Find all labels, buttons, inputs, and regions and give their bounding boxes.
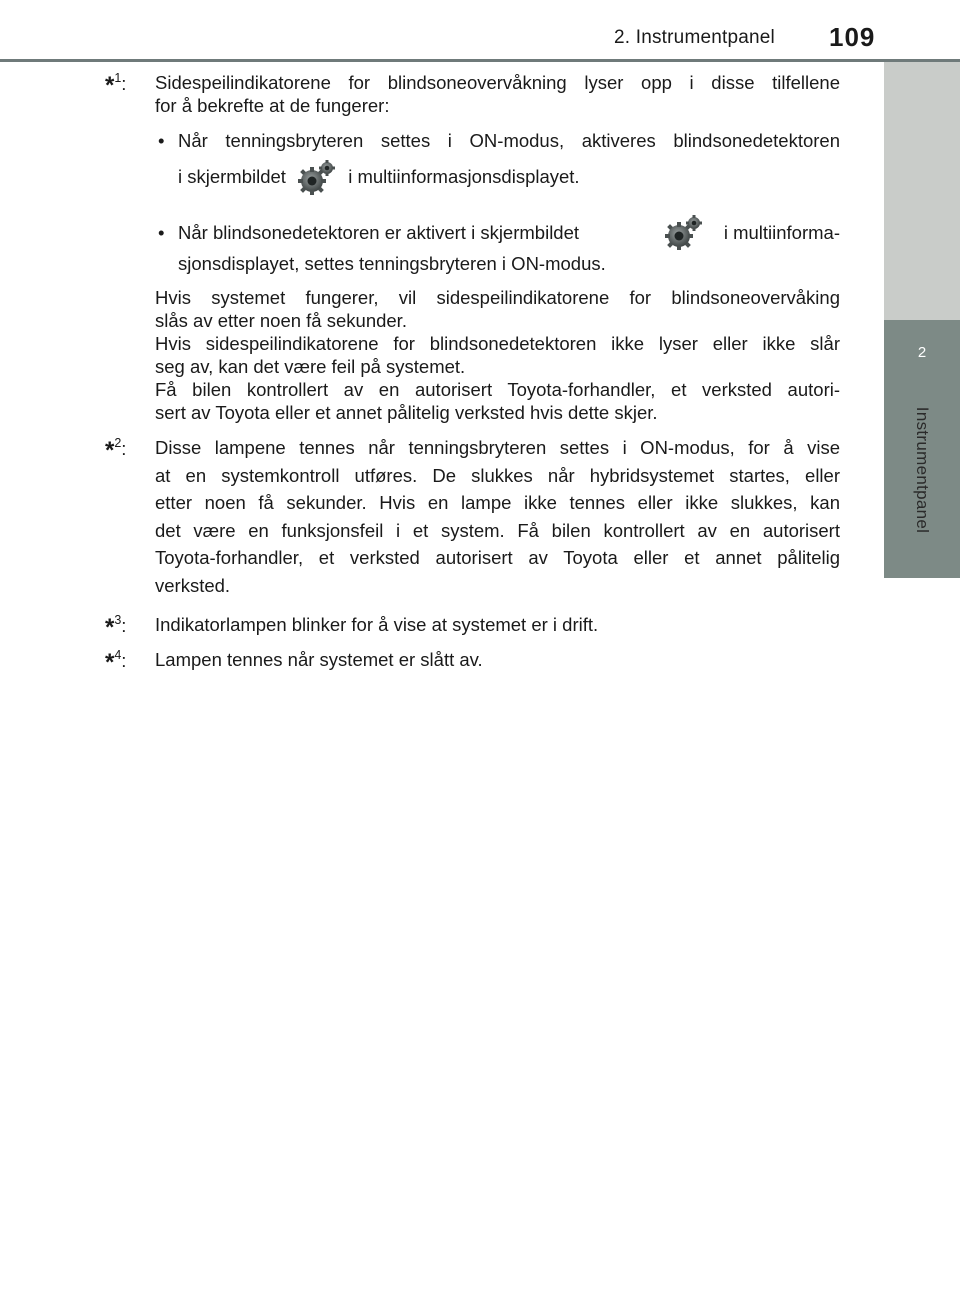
- footnote-number: 4: [114, 648, 122, 662]
- text-line: at en systemkontroll utføres. De slukkes når hybridsystemet startes, eller: [155, 464, 840, 486]
- footnote-4: [105, 648, 840, 676]
- footnote-marker-1: [105, 71, 126, 98]
- footnote-1: [105, 71, 840, 424]
- text-segment: i multiinformasjonsdisplayet.: [348, 166, 580, 187]
- paragraph-system-works: [155, 286, 840, 424]
- asterisk: *: [105, 72, 115, 99]
- asterisk: *: [105, 649, 115, 676]
- text-line: slås av etter noen få sekunder.: [155, 310, 407, 331]
- chapter-label: Instrumentpanel: [913, 406, 932, 534]
- marker-colon: :: [121, 615, 127, 636]
- text-line: etter noen få sekunder. Hvis en lampe ikke tennes eller ikke slukkes, kan: [155, 492, 840, 513]
- text-segment: i skjermbildet: [178, 166, 286, 187]
- marker-colon: :: [121, 438, 127, 459]
- text-line: Hvis systemet fungerer, vil sidespeilindikatorene for blindsoneovervåking: [155, 287, 840, 308]
- text-line: verksted.: [155, 574, 231, 596]
- text-line: Lampen tennes når systemet er slått av.: [155, 649, 483, 670]
- footnote-marker-3: [105, 613, 126, 640]
- header-rule: [0, 59, 960, 62]
- footnote-number: 1: [114, 71, 122, 85]
- text-segment: Når blindsonedetektoren er aktivert i skjermbildet: [178, 222, 580, 243]
- footnote-marker-4: [105, 648, 126, 675]
- text-line: Disse lampene tennes når tenningsbryteren settes i ON-modus, for å vise: [155, 437, 840, 458]
- asterisk: *: [105, 614, 115, 641]
- page-content: [105, 71, 840, 676]
- text-line: for å bekrefte at de fungerer:: [155, 95, 390, 116]
- text-line: sert av Toyota eller et annet pålitelig verksted hvis dette skjer.: [155, 402, 658, 423]
- gear-settings-icon: [664, 214, 704, 252]
- text-line-with-icon: [178, 208, 840, 258]
- text-line: Hvis sidespeilindikatorene for blindsonedetektoren ikke lyser eller ikke slår: [155, 333, 840, 354]
- chapter-number: 2: [917, 344, 927, 361]
- marker-colon: :: [121, 650, 127, 671]
- bullet-item-2: [155, 208, 840, 275]
- text-line: Indikatorlampen blinker for å vise at systemet er i drift.: [155, 614, 599, 635]
- footnote-2: [105, 434, 840, 599]
- text-line: Toyota-forhandler, et verksted autorisert av Toyota eller et annet pålitelig: [155, 547, 840, 568]
- text-line: Sidespeilindikatorene for blindsoneovervåkning lyser opp i disse tilfellene: [155, 72, 840, 93]
- side-tab-upper-block: [884, 62, 960, 320]
- bullet-dot: •: [158, 222, 165, 243]
- text-line: Når tenningsbryteren settes i ON-modus, aktiveres blindsonedetektoren: [178, 130, 840, 151]
- text-line-with-icon: [178, 152, 840, 202]
- text-line: sjonsdisplayet, settes tenningsbryteren i ON-modus.: [178, 253, 606, 274]
- marker-colon: :: [121, 73, 127, 94]
- footnote-number: 3: [114, 613, 122, 627]
- footnote-marker-2: [105, 434, 126, 466]
- gear-settings-icon: [297, 159, 337, 197]
- text-line: Få bilen kontrollert av en autorisert Toyota-forhandler, et verksted autori-: [155, 379, 840, 400]
- text-line: det være en funksjonsfeil i et system. Få bilen kontrollert av en autorisert: [155, 519, 840, 541]
- footnote-number: 2: [114, 436, 122, 450]
- bullet-item-1: [155, 129, 840, 202]
- running-header-title: 2. Instrumentpanel: [614, 27, 775, 48]
- text-line: seg av, kan det være feil på systemet.: [155, 356, 466, 377]
- page-number: 109: [829, 22, 876, 52]
- bullet-dot: •: [158, 130, 165, 151]
- text-segment: i multiinforma-: [723, 222, 840, 243]
- footnote-3: [105, 613, 840, 641]
- asterisk: *: [105, 437, 115, 464]
